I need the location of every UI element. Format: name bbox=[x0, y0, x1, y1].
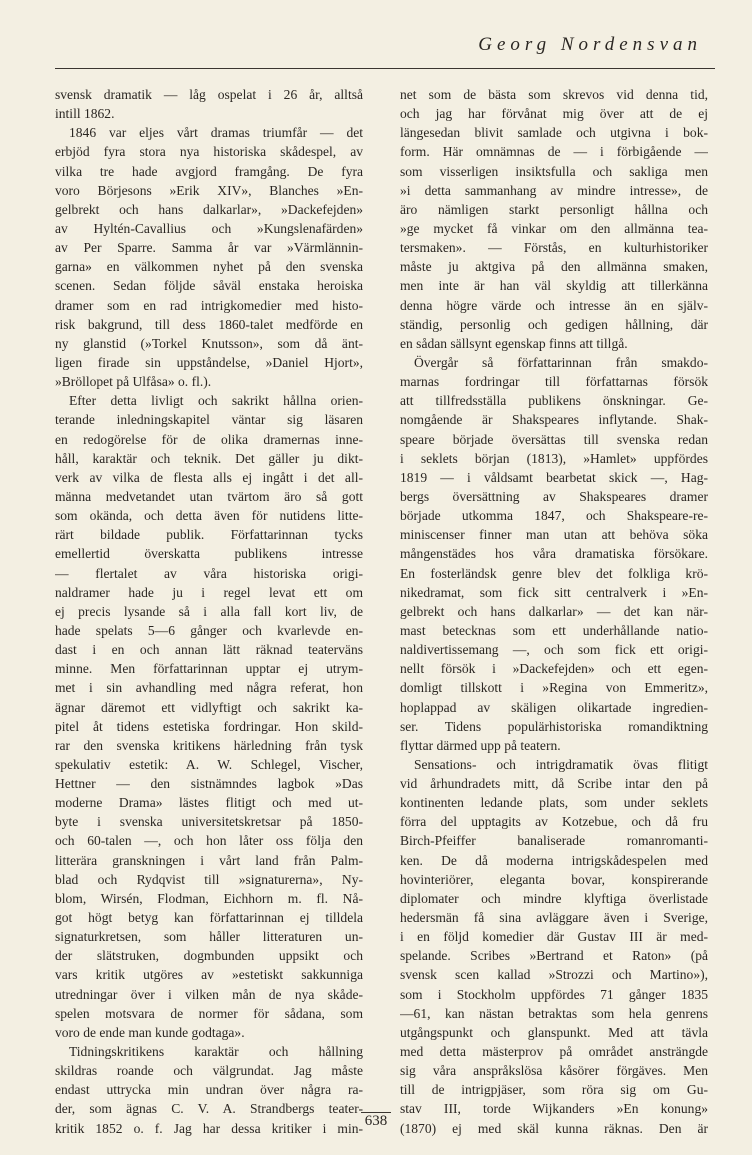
text-line: En fosterländsk genre blev det folkliga krö- bbox=[400, 565, 708, 581]
left-column bbox=[55, 85, 363, 1138]
text-line: »Bröllopet på Ulfåsa» o. fl.). bbox=[55, 374, 212, 390]
text-line: blom, Wirsén, Flodman, Eichhorn m. fl. Nå- bbox=[55, 890, 363, 906]
text-line: och 60-talen —, och hon låter oss följa den bbox=[55, 833, 363, 849]
text-line: kontinenten ledande plats, som under seklets bbox=[400, 795, 708, 811]
text-line: ej precis lysande så i alla fall kort liv, de bbox=[55, 603, 363, 619]
text-line: hoplappad av skäligen olikartade ingredien- bbox=[400, 699, 708, 715]
text-line: Sensations- och intrigdramatik övas flitigt bbox=[414, 756, 708, 772]
text-line: ken. De då moderna intrigskådespelen med bbox=[400, 852, 708, 868]
text-line: litterära granskningen i vårt land från Palm- bbox=[55, 852, 363, 868]
text-line: ligen firade sin uppståndelse, »Daniel Hjort», bbox=[55, 354, 363, 370]
text-line: i seklets början (1813), »Hamlet» uppfördes bbox=[400, 450, 708, 466]
text-line: Hettner — den sistnämndes lagbok »Das bbox=[55, 776, 363, 792]
header-rule bbox=[55, 68, 715, 69]
text-line: hedersmän få sina avläggare även i Sverige, bbox=[400, 910, 708, 926]
text-line: en sådan sällsynt egenskap finns att tillgå. bbox=[400, 335, 628, 351]
text-line: utredningar över i vilken mån de nya skåde- bbox=[55, 986, 363, 1002]
text-line: signaturkretsen, som håller litteraturen un- bbox=[55, 929, 363, 945]
text-line: diplomater och mindre klyftiga överlistade bbox=[400, 890, 708, 906]
text-line: 1846 var eljes vårt dramas triumfår — det bbox=[69, 125, 363, 141]
text-line: voro Börjesons »Erik XIV», Blanches »En- bbox=[55, 182, 363, 198]
text-line: —61, kan nästan betraktas som hela genrens bbox=[400, 1005, 708, 1021]
text-line: rar den svenska kritikens härledning från tysk bbox=[55, 737, 363, 753]
text-line: vilka tre hade avgjord framgång. De fyra bbox=[55, 163, 363, 179]
text-line: skildras roande och välgrundat. Jag måste bbox=[55, 1063, 363, 1079]
text-line: »ge mycket få vinkar om den allmänna tea- bbox=[400, 220, 708, 236]
text-line: började utkomma 1847, och Shakspeare-re- bbox=[400, 508, 708, 524]
text-line: endast uttrycka min undran över några ra- bbox=[55, 1082, 363, 1098]
text-line: som visserligen insiktsfulla och sakliga men bbox=[400, 163, 708, 179]
text-line: nomgående är Shakspeares inflytande. Shak- bbox=[400, 412, 708, 428]
text-line: bergs översättning av Shakspeares dramer bbox=[400, 488, 708, 504]
text-line: byte i svenska universitetskretsar på 1850- bbox=[55, 814, 363, 830]
text-line: äro nämligen starkt personligt hållna och bbox=[400, 201, 708, 217]
text-line: got högt betyg kan författarinnan ej tilldela bbox=[55, 910, 363, 926]
text-line: »i detta sammanhang av mindre intresse», de bbox=[400, 182, 708, 198]
text-line: risk bakgrund, till dess 1860-talet medförde en bbox=[55, 316, 363, 332]
text-line: utgångspunkt och glanspunkt. Med att tävla bbox=[400, 1024, 708, 1040]
text-line: Tidningskritikens karaktär och hållning bbox=[69, 1044, 363, 1060]
text-line: Övergår så författarinnan från smakdo- bbox=[414, 354, 708, 370]
text-line: av Per Sparre. Samma år var »Värmlännin- bbox=[55, 240, 363, 256]
text-line: erbjöd fyra stora nya historiska skådespel, av bbox=[55, 144, 363, 160]
text-line: håll, karaktär och teknik. Det gäller ju dikt- bbox=[55, 450, 363, 466]
text-line: ständig, personlig och gedigen hållning, där bbox=[400, 316, 708, 332]
text-line: der slätstruken, dogmbunden uppsikt och bbox=[55, 948, 363, 964]
text-line: nellt försök i »Dackefejden» och ett egen- bbox=[400, 661, 708, 677]
text-line: garna» en välkommen nyhet på den svenska bbox=[55, 259, 363, 275]
text-line: — flertalet av våra historiska origi- bbox=[55, 565, 363, 581]
text-line: gelbrekt och hans dalkarlar» — det kan när- bbox=[400, 603, 708, 619]
text-line: vars kritik utgöres av »estetiskt sakkunniga bbox=[55, 967, 363, 983]
text-line: 1819 — i våldsamt bearbetat skick —, Hag- bbox=[400, 469, 708, 485]
text-line: rärt bildade publik. Författarinnan tycks bbox=[55, 527, 363, 543]
text-line: männa medvetandet utan tvärtom äro så gott bbox=[55, 488, 363, 504]
text-line: der, som ägnas C. V. A. Strandbergs teater- bbox=[55, 1101, 363, 1117]
text-line: stav III, torde Wijkanders »En konung» bbox=[400, 1101, 708, 1117]
text-line: spelande. Scribes »Bertrand et Raton» (på bbox=[400, 948, 708, 964]
running-head: Georg Nordensvan bbox=[478, 34, 702, 55]
page-number-container bbox=[0, 1113, 752, 1130]
text-line: moderne Drama» lästes flitigt och med ut- bbox=[55, 795, 363, 811]
text-line: längesedan blivit samlade och utgivna i bok- bbox=[400, 125, 708, 141]
text-line: svensk dramatik — låg ospelat i 26 år, alltså bbox=[55, 87, 363, 102]
text-line: svensk scen kallad »Strozzi och Martino»), bbox=[400, 967, 708, 983]
text-line: som okända, och detta även för nutidens litte- bbox=[55, 508, 363, 524]
text-line: men inte är han väl skyldig att tillerkänna bbox=[400, 278, 708, 294]
text-line: flyttar därmed upp på teatern. bbox=[400, 737, 561, 753]
text-line: intill 1862. bbox=[55, 106, 115, 122]
text-line: att tillfredsställa publikens önskningar. Ge- bbox=[400, 393, 708, 409]
text-line: naldramer hade ju i regel levat ett om bbox=[55, 584, 363, 600]
text-line: gelbrekt och hans dalkarlar», »Dackefejden» bbox=[55, 201, 363, 217]
text-line: sig våra anspråkslösa kåsörer förgäves. Men bbox=[400, 1063, 708, 1079]
text-line: pitel åt tidens estetiska fordringar. Hon skild- bbox=[55, 718, 363, 734]
text-line: måste ju aktgiva på den allmänna smaken, bbox=[400, 259, 708, 275]
text-line: till de intrigpjäser, som röra sig om Gu- bbox=[400, 1082, 708, 1098]
text-line: miniscenser finner man utan att behöva söka bbox=[400, 527, 708, 543]
text-line: net som de bästa som skrevos vid denna tid, bbox=[400, 87, 708, 102]
text-line: Efter detta livligt och sakrikt hållna orien- bbox=[69, 393, 363, 409]
text-line: en redogörelse för de olika dramernas inne- bbox=[55, 431, 363, 447]
text-line: denna högre värde och intresse än en själv- bbox=[400, 297, 708, 313]
text-line: naldivertissemang —, och som fick ett origi- bbox=[400, 642, 708, 658]
right-column bbox=[400, 85, 708, 1138]
text-line: spekulativ estetik: A. W. Schlegel, Vischer, bbox=[55, 756, 363, 772]
text-line: ägnar däremot ett vidlyftigt och sakrikt ka- bbox=[55, 699, 363, 715]
text-line: blad och Rydqvist till »signaturerna», Ny- bbox=[55, 871, 363, 887]
text-line: minne. Men författarinnan upptar ej utrym- bbox=[55, 661, 363, 677]
text-line: kritik 1852 o. f. Jag har dessa kritiker i min- bbox=[55, 1120, 363, 1136]
text-line: verk av vilka de flesta alls ej ingått i det all- bbox=[55, 469, 363, 485]
text-line: vid århundradets mitt, då Scribe intar den på bbox=[400, 776, 708, 792]
text-line: tersmaken». — Förstås, en kulturhistoriker bbox=[400, 240, 708, 256]
text-line: (1870) ej med skäl kunna räknas. Den är bbox=[400, 1120, 708, 1136]
text-line: med detta mästerprov på området ansträngde bbox=[400, 1044, 708, 1060]
text-line: Birch-Pfeiffer banaliserade romanromanti- bbox=[400, 833, 708, 849]
text-line: ser. Tidens populärhistoriska romandiktning bbox=[400, 718, 708, 734]
text-line: speare började översättas till svenska redan bbox=[400, 431, 708, 447]
text-line: förra del upptagits av Kotzebue, och då fru bbox=[400, 814, 708, 830]
text-line: domligt tillskott i »Regina von Emmeritz», bbox=[400, 680, 708, 696]
text-line: emellertid överskatta publikens intresse bbox=[55, 546, 363, 562]
text-line: form. Här omnämnas de — i förbigående — bbox=[400, 144, 708, 160]
text-line: voro de ende man kunde godtaga». bbox=[55, 1024, 245, 1040]
text-line: terande inledningskapitel väntar sig läsaren bbox=[55, 412, 363, 428]
text-line: mast betecknas som ett underhållande natio- bbox=[400, 622, 708, 638]
page-number: 638 bbox=[361, 1112, 392, 1129]
text-line: mångenstädes hos våra dramatiska försökare. bbox=[400, 546, 708, 562]
text-line: hovinteriörer, eleganta bovar, konspirerande bbox=[400, 871, 708, 887]
text-line: hade spelats 5—6 gånger och kvarlevde en- bbox=[55, 622, 363, 638]
text-line: som i Stockholm uppfördes 71 gånger 1835 bbox=[400, 986, 708, 1002]
text-line: nikedramat, som fick sitt centralverk i »En- bbox=[400, 584, 708, 600]
text-line: ny glanstid (»Torkel Knutsson», som då änt- bbox=[55, 335, 363, 351]
text-line: scenen. Sedan följde såväl enstaka heroiska bbox=[55, 278, 363, 294]
text-line: met i sin avhandling med några referat, hon bbox=[55, 680, 363, 696]
text-line: och jag har förvånat mig över att de ej bbox=[400, 106, 708, 122]
text-line: marnas fordringar till författarnas försök bbox=[400, 374, 708, 390]
text-line: spelen motsvara de normer för sådana, som bbox=[55, 1005, 363, 1021]
text-line: av Hyltén-Cavallius och »Kungslenafärden» bbox=[55, 220, 363, 236]
text-line: dramer som en rad intrigkomedier med histo- bbox=[55, 297, 363, 313]
text-line: dast i en och annan lätt räknad teaterväns bbox=[55, 642, 363, 658]
text-line: i en följd komedier där Gustav III är med- bbox=[400, 929, 708, 945]
